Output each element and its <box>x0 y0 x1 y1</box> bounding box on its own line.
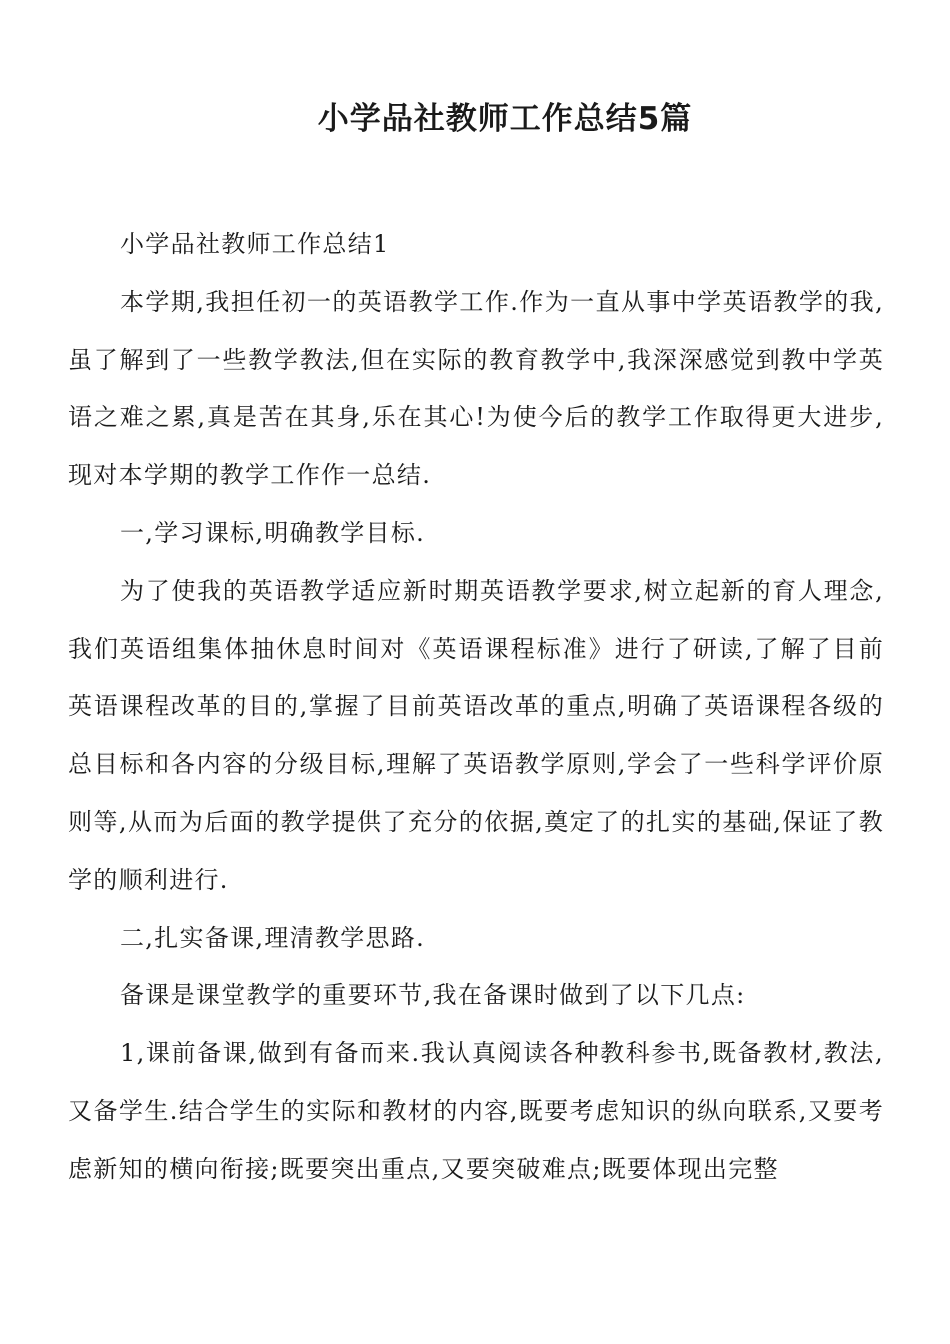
paragraph-study-standards: 为了使我的英语教学适应新时期英语教学要求,树立起新的育人理念,我们英语组集体抽休息时间对《英语课程标准》进行了研读,了解了目前英语课程改革的目的,掌握了目前英语改革的重点,明确了英语课程各级的总目标和各内容的分级目标,理解了英语教学原则,学会了一些科学评价原则等,从而为后面的教学提供了充分的依据,奠定了的扎实的基础,保证了教学的顺利进行. <box>68 576 884 894</box>
paragraph-lesson-prep-intro: 备课是课堂教学的重要环节,我在备课时做到了以下几点: <box>120 981 746 1010</box>
document-title: 小学品社教师工作总结5篇 <box>317 101 693 137</box>
paragraph-intro: 本学期,我担任初一的英语教学工作.作为一直从事中学英语教学的我,虽了解到了一些教学教法,但在实际的教育教学中,我深深感觉到教中学英语之难之累,真是苦在其身,乐在其心!为使今后的教学工作取得更大进步,现对本学期的教学工作作一总结. <box>68 287 884 490</box>
section-heading-1: 小学品社教师工作总结1 <box>120 230 390 258</box>
section-heading-study-standards: 一,学习课标,明确教学目标. <box>120 518 426 547</box>
section-heading-lesson-prep: 二,扎实备课,理清教学思路. <box>120 923 426 952</box>
paragraph-lesson-prep-point-1: 1,课前备课,做到有备而来.我认真阅读各种教科参书,既备教材,教法,又备学生.结合学生的实际和教材的内容,既要考虑知识的纵向联系,又要考虑新知的横向衔接;既要突出重点,又要突破难点;既要体现出完整 <box>68 1039 884 1183</box>
document-body <box>68 216 884 1199</box>
